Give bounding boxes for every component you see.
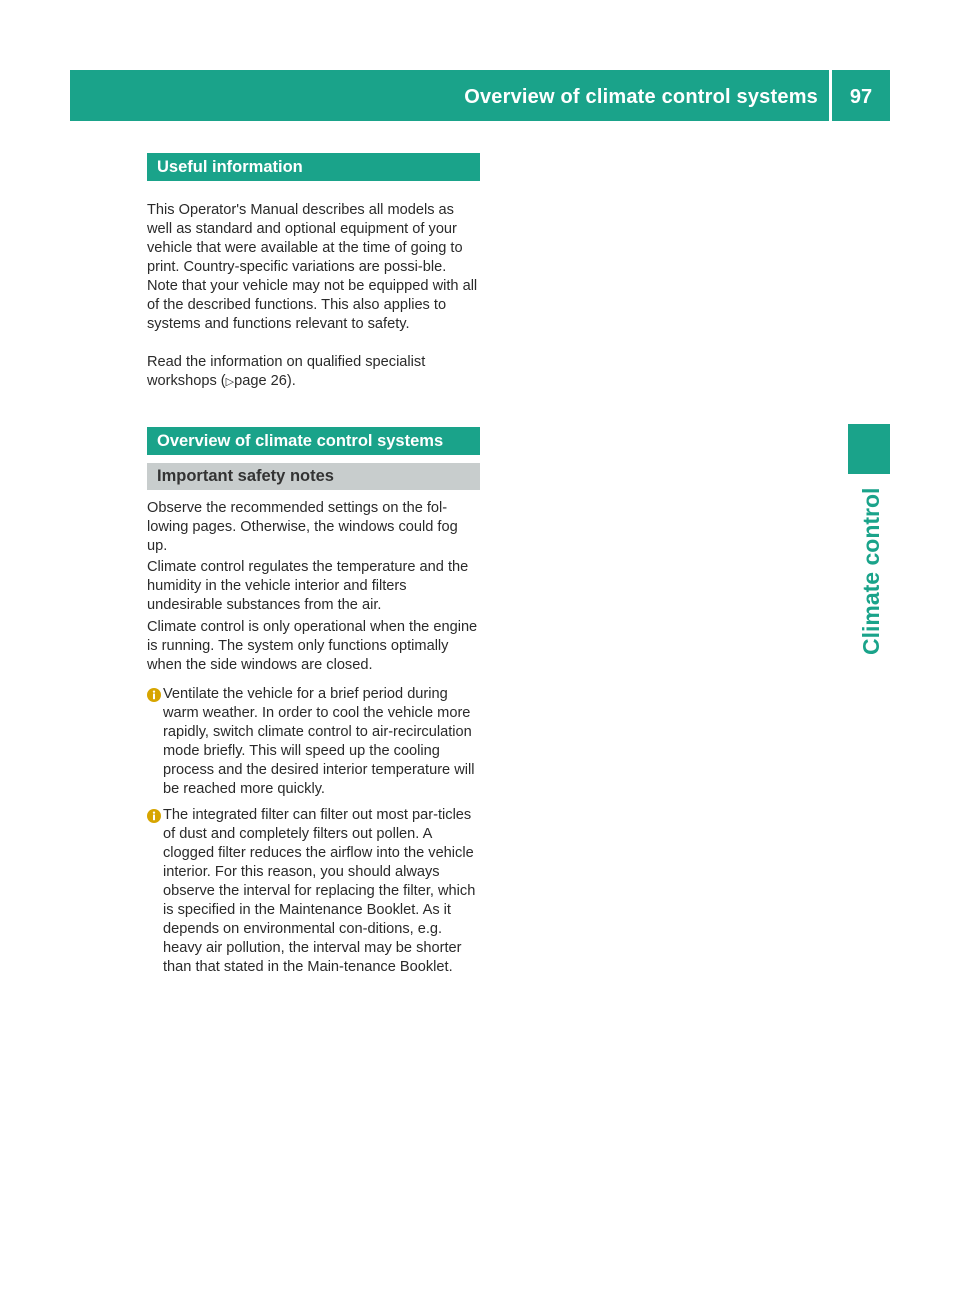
page-reference-link[interactable]: page 26	[234, 373, 287, 389]
info-note-ventilate	[147, 685, 480, 799]
safety-paragraph-2: Climate control regulates the temperature and the humidity in the vehicle interior and filters undesirable substances from the air.	[147, 559, 469, 613]
info-note-filter	[147, 806, 480, 977]
section-heading-useful-information: Useful information	[147, 153, 480, 181]
info-icon	[147, 809, 161, 823]
safety-paragraph-3: Climate control is only operational when the engine is running. The system only functions optimally when the side windows are closed.	[147, 619, 478, 673]
workshops-paragraph	[147, 353, 480, 392]
info-text-ventilate: Ventilate the vehicle for a brief period during warm weather. In order to cool the vehicle more rapidly, switch climate control to air-recirculation mode briefly. This will speed up the cooling process and the desired interior temperature will be reached more quickly.	[163, 686, 475, 797]
section-heading-overview: Overview of climate control systems	[147, 427, 480, 455]
workshops-text: Read the information on qualified specialist workshops (	[147, 354, 426, 389]
page-header	[70, 70, 890, 121]
info-text-filter: The integrated filter can filter out most par-ticles of dust and completely filters out pollen. A clogged filter reduces the airflow into the vehicle interior. For this reason, you should always observe the interval for replacing the filter, which is specified in the Maintenance Booklet. As it depends on environmental con-ditions, e.g. heavy air pollution, the interval may be shorter than that stated in the Main-tenance Booklet.	[163, 807, 476, 975]
workshops-text-end: ).	[286, 373, 296, 389]
triangle-right-icon: ▷	[225, 376, 235, 388]
info-icon	[147, 688, 161, 702]
subheading-important-safety-notes: Important safety notes	[147, 463, 480, 490]
side-tab-label: Climate control	[858, 487, 884, 655]
side-tab-marker	[848, 424, 890, 474]
safety-paragraph-1: Observe the recommended settings on the fol-lowing pages. Otherwise, the windows could fog up.	[147, 500, 458, 554]
page-number: 97	[849, 86, 873, 108]
header-title: Overview of climate control systems	[464, 86, 818, 108]
useful-info-paragraph: This Operator's Manual describes all models as well as standard and optional equipment of your vehicle that were available at the time of going to print. Country-specific variations are possi-ble. Note that your vehicle may not be equipped with all of the described functions. This also applies to systems and functions relevant to safety.	[147, 202, 478, 332]
